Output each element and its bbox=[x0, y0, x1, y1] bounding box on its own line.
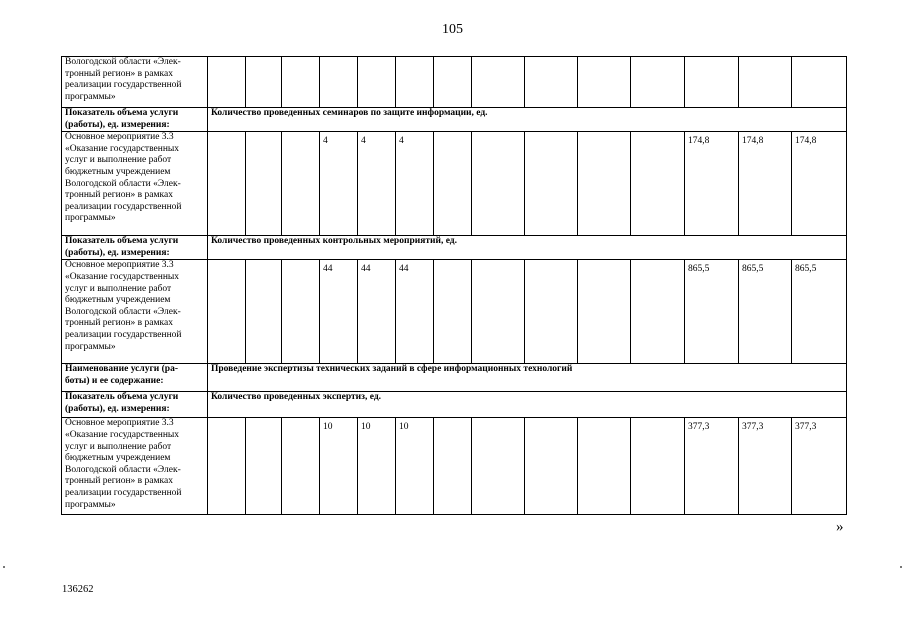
table-cell bbox=[208, 57, 246, 108]
table-cell: 377,3 bbox=[685, 418, 739, 515]
table-cell bbox=[472, 260, 525, 364]
table-cell bbox=[434, 57, 472, 108]
table-cell: 44 bbox=[396, 260, 434, 364]
row-header-label: Наименование услуги (ра- боты) и ее содержание: bbox=[62, 364, 208, 392]
row-header-content: Количество проведенных контрольных мероприятий, ед. bbox=[208, 236, 847, 260]
row-label: Основное мероприятие 3.3 «Оказание государственных услуг и выполнение работ бюджетным учреждением Вологодской области «Элек- тронный регион» в рамках реализации государственной программы» bbox=[62, 260, 208, 364]
table-cell: 174,8 bbox=[739, 132, 792, 236]
table-cell bbox=[578, 418, 631, 515]
table-cell bbox=[739, 57, 792, 108]
table-cell bbox=[578, 132, 631, 236]
table-cell bbox=[282, 418, 320, 515]
table-cell: 174,8 bbox=[792, 132, 847, 236]
table-cell: 44 bbox=[358, 260, 396, 364]
row-label: Основное мероприятие 3.3 «Оказание государственных услуг и выполнение работ бюджетным учреждением Вологодской области «Элек- тронный регион» в рамках реализации государственной программы» bbox=[62, 132, 208, 236]
table-cell bbox=[792, 57, 847, 108]
table-cell bbox=[282, 132, 320, 236]
table-cell bbox=[578, 57, 631, 108]
scan-mark-left bbox=[3, 566, 5, 568]
table-cell: 4 bbox=[396, 132, 434, 236]
table-cell: 10 bbox=[358, 418, 396, 515]
table-cell bbox=[631, 260, 685, 364]
table-cell bbox=[396, 57, 434, 108]
table-cell bbox=[525, 57, 578, 108]
table-cell: 377,3 bbox=[792, 418, 847, 515]
table-cell bbox=[320, 57, 358, 108]
section-header-row bbox=[62, 392, 847, 418]
program-table bbox=[61, 56, 847, 515]
table-cell bbox=[631, 57, 685, 108]
row-header-content: Количество проведенных семинаров по защите информации, ед. bbox=[208, 108, 847, 132]
section-header-row bbox=[62, 108, 847, 132]
table-row bbox=[62, 260, 847, 364]
scan-mark-right bbox=[900, 566, 902, 568]
table-cell: 4 bbox=[320, 132, 358, 236]
table-row bbox=[62, 132, 847, 236]
table-row bbox=[62, 418, 847, 515]
table-cell bbox=[208, 260, 246, 364]
table-cell bbox=[631, 418, 685, 515]
table-cell bbox=[434, 418, 472, 515]
table-cell bbox=[472, 418, 525, 515]
row-header-content: Количество проведенных экспертиз, ед. bbox=[208, 392, 847, 418]
table-row bbox=[62, 57, 847, 108]
table-cell bbox=[578, 260, 631, 364]
table-cell: 377,3 bbox=[739, 418, 792, 515]
table-cell bbox=[472, 132, 525, 236]
table-cell bbox=[282, 260, 320, 364]
table-cell bbox=[246, 57, 282, 108]
table-cell: 865,5 bbox=[685, 260, 739, 364]
table-cell bbox=[472, 57, 525, 108]
table-cell bbox=[246, 132, 282, 236]
document-code: 136262 bbox=[62, 584, 94, 595]
row-label: Вологодской области «Элек- тронный регион» в рамках реализации государственной программы» bbox=[62, 57, 208, 108]
section-header-row bbox=[62, 364, 847, 392]
table-cell bbox=[246, 260, 282, 364]
table-cell: 10 bbox=[396, 418, 434, 515]
row-header-content: Проведение экспертизы технических заданий в сфере информационных технологий bbox=[208, 364, 847, 392]
table-cell bbox=[525, 260, 578, 364]
closing-quote: » bbox=[836, 519, 844, 535]
section-header-row bbox=[62, 236, 847, 260]
table-cell bbox=[246, 418, 282, 515]
table-cell bbox=[525, 132, 578, 236]
table-cell bbox=[685, 57, 739, 108]
table-cell: 865,5 bbox=[739, 260, 792, 364]
row-header-label: Показатель объема услуги (работы), ед. измерения: bbox=[62, 236, 208, 260]
table-cell bbox=[208, 418, 246, 515]
table-cell: 10 bbox=[320, 418, 358, 515]
row-header-label: Показатель объема услуги (работы), ед. измерения: bbox=[62, 108, 208, 132]
table-cell bbox=[208, 132, 246, 236]
table-cell bbox=[631, 132, 685, 236]
table-cell: 174,8 bbox=[685, 132, 739, 236]
table-cell: 4 bbox=[358, 132, 396, 236]
row-label: Основное мероприятие 3.3 «Оказание государственных услуг и выполнение работ бюджетным учреждением Вологодской области «Элек- тронный регион» в рамках реализации государственной программы» bbox=[62, 418, 208, 515]
row-header-label: Показатель объема услуги (работы), ед. измерения: bbox=[62, 392, 208, 418]
table-cell bbox=[282, 57, 320, 108]
table-cell: 44 bbox=[320, 260, 358, 364]
table-cell bbox=[525, 418, 578, 515]
table-cell bbox=[434, 260, 472, 364]
table-cell bbox=[358, 57, 396, 108]
table-cell bbox=[434, 132, 472, 236]
table-cell: 865,5 bbox=[792, 260, 847, 364]
page-number: 105 bbox=[442, 22, 463, 37]
